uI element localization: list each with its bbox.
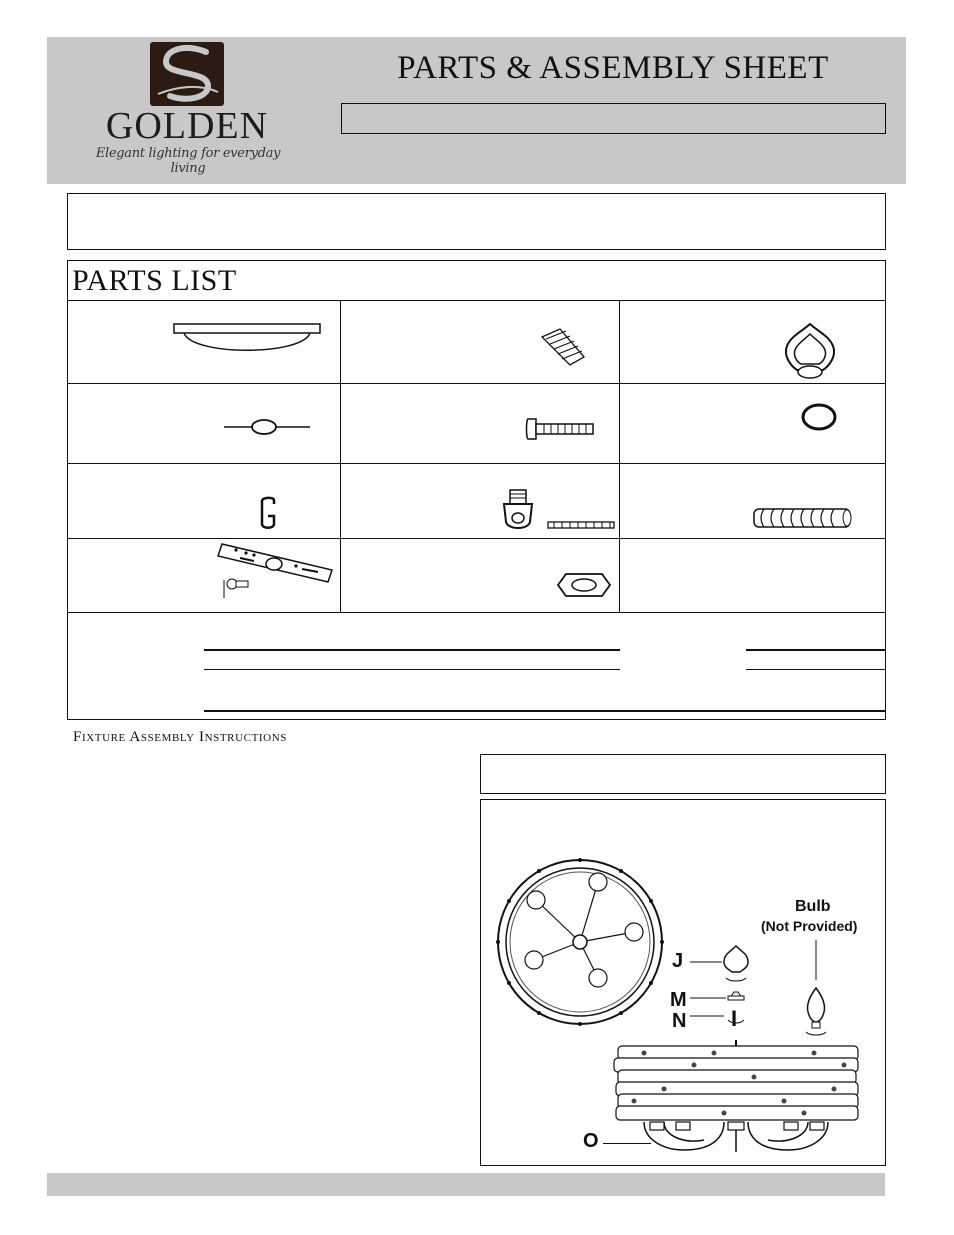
- table-rule: [67, 538, 886, 539]
- canopy-icon: [172, 322, 322, 360]
- screw-icon: [526, 417, 596, 441]
- swivel-icon: [500, 488, 616, 532]
- form-line: [204, 669, 620, 670]
- diagram-caption-box: [480, 754, 886, 794]
- fixture-side-view-icon: [604, 1040, 860, 1160]
- table-rule: [67, 463, 886, 464]
- notice-box: [67, 193, 886, 250]
- hex-nut-icon: [556, 572, 612, 598]
- form-line: [204, 710, 886, 712]
- brand-tagline: Elegant lighting for everyday living: [95, 146, 281, 176]
- threaded-pipe-icon: [752, 507, 854, 529]
- callout-i: I: [731, 1006, 738, 1031]
- callout-n: N: [672, 1010, 687, 1032]
- table-rule: [67, 300, 886, 301]
- callout-m: M: [670, 989, 687, 1011]
- table-rule: [67, 612, 886, 613]
- footer-band: [47, 1173, 885, 1196]
- brand-name: GOLDEN: [105, 105, 269, 147]
- bulb-note: (Not Provided): [761, 918, 858, 934]
- table-rule: [340, 300, 341, 612]
- assembly-parts-icon: [690, 940, 840, 1050]
- model-number-field: [341, 103, 886, 134]
- parts-list-title: PARTS LIST: [72, 264, 237, 297]
- callout-j: J: [672, 950, 684, 972]
- bobeche-icon: [783, 322, 837, 380]
- s-hook-icon: [258, 496, 280, 530]
- golden-logo-icon: [148, 42, 228, 108]
- form-line: [746, 669, 886, 670]
- callout-o: O: [583, 1130, 599, 1152]
- fixture-top-view-icon: [494, 856, 666, 1028]
- wire-nut-icon: [540, 327, 588, 367]
- table-rule: [619, 300, 620, 612]
- form-line: [746, 649, 886, 651]
- ring-washer-icon: [800, 402, 838, 432]
- instructions-title: Fixture Assembly Instructions: [73, 729, 287, 745]
- callout-leader: [603, 1143, 651, 1144]
- bulb-label: Bulb: [795, 898, 831, 915]
- page-title: PARTS & ASSEMBLY SHEET: [397, 50, 829, 86]
- loop-connector-icon: [224, 416, 310, 438]
- mounting-bracket-icon: [218, 540, 336, 600]
- form-line: [204, 649, 620, 651]
- table-rule: [67, 383, 886, 384]
